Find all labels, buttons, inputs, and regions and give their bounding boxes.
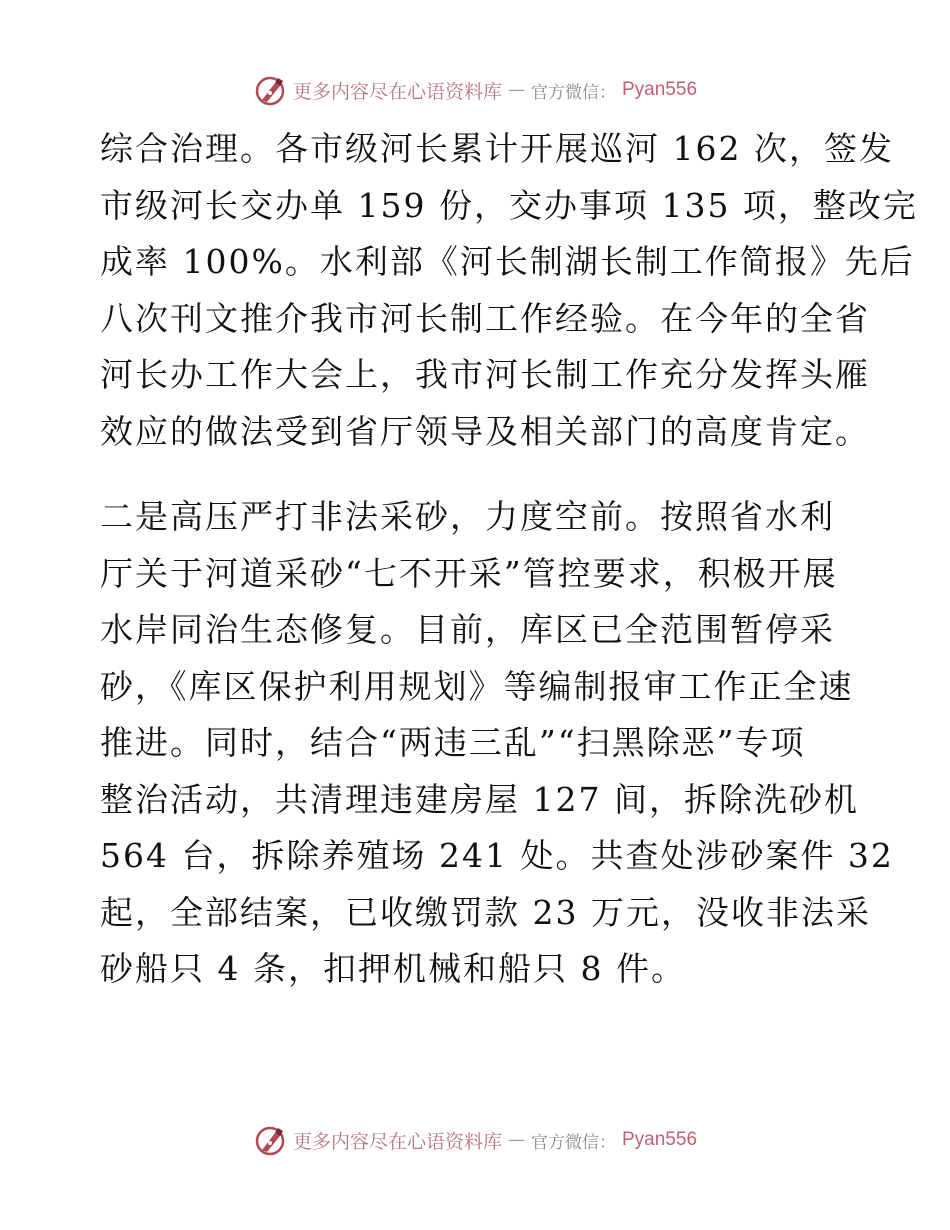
paragraph-line: 砂，《库区保护利用规划》等编制报审工作正全速 (100, 666, 854, 706)
paragraph-line: 河长办工作大会上，我市河长制工作充分发挥头雁 (100, 355, 870, 394)
paragraph-line: 市级河长交办单 159 份，交办事项 135 项，整改完 (100, 185, 918, 225)
paragraph-line: 八次刊文推介我市河长制工作经验。在今年的全省 (100, 298, 870, 338)
watermark-brand-text: 更多内容尽在心语资料库 (292, 80, 502, 103)
paragraph-1 (100, 121, 918, 460)
paragraph-line: 564 台，拆除养殖场 241 处。共查处涉砂案件 32 (100, 836, 894, 875)
paragraph-line: 成率 100%。水利部《河长制湖长制工作简报》先后 (100, 242, 915, 281)
paragraph-line: 整治活动，共清理违建房屋 127 间，拆除洗砂机 (100, 779, 859, 819)
pen-nib-circle-icon (253, 1123, 287, 1157)
paragraph-line: 综合治理。各市级河长累计开展巡河 162 次，签发 (100, 129, 894, 168)
paragraph-line: 起，全部结案，已收缴罚款 23 万元，没收非法采 (100, 892, 871, 932)
paragraph-line: 砂船只 4 条，扣押机械和船只 8 件。 (100, 949, 686, 988)
pen-nib-circle-icon (253, 73, 287, 107)
paragraph-line: 二是高压严打非法采砂，力度空前。按照省水利 (100, 497, 835, 536)
watermark-wechat-id: Pyan556 (622, 79, 698, 100)
watermark-separator: — (508, 80, 525, 100)
watermark-official-label: 官方微信： (531, 1132, 616, 1153)
watermark-separator: — (508, 1130, 525, 1150)
paragraph-line: 水岸同治生态修复。目前，库区已全范围暂停采 (100, 610, 835, 649)
watermark-official-label: 官方微信： (531, 82, 616, 103)
paragraph-line: 厅关于河道采砂“七不开采”管控要求，积极开展 (100, 553, 838, 593)
header-watermark (0, 72, 950, 108)
footer-watermark (0, 1122, 950, 1158)
paragraph-2 (100, 489, 894, 998)
watermark-brand-text: 更多内容尽在心语资料库 (292, 1130, 502, 1153)
paragraph-line: 效应的做法受到省厅领导及相关部门的高度肯定。 (100, 411, 870, 451)
paragraph-line: 推进。同时，结合“两违三乱”“扫黑除恶”专项 (100, 723, 806, 762)
watermark-wechat-id: Pyan556 (622, 1129, 698, 1150)
